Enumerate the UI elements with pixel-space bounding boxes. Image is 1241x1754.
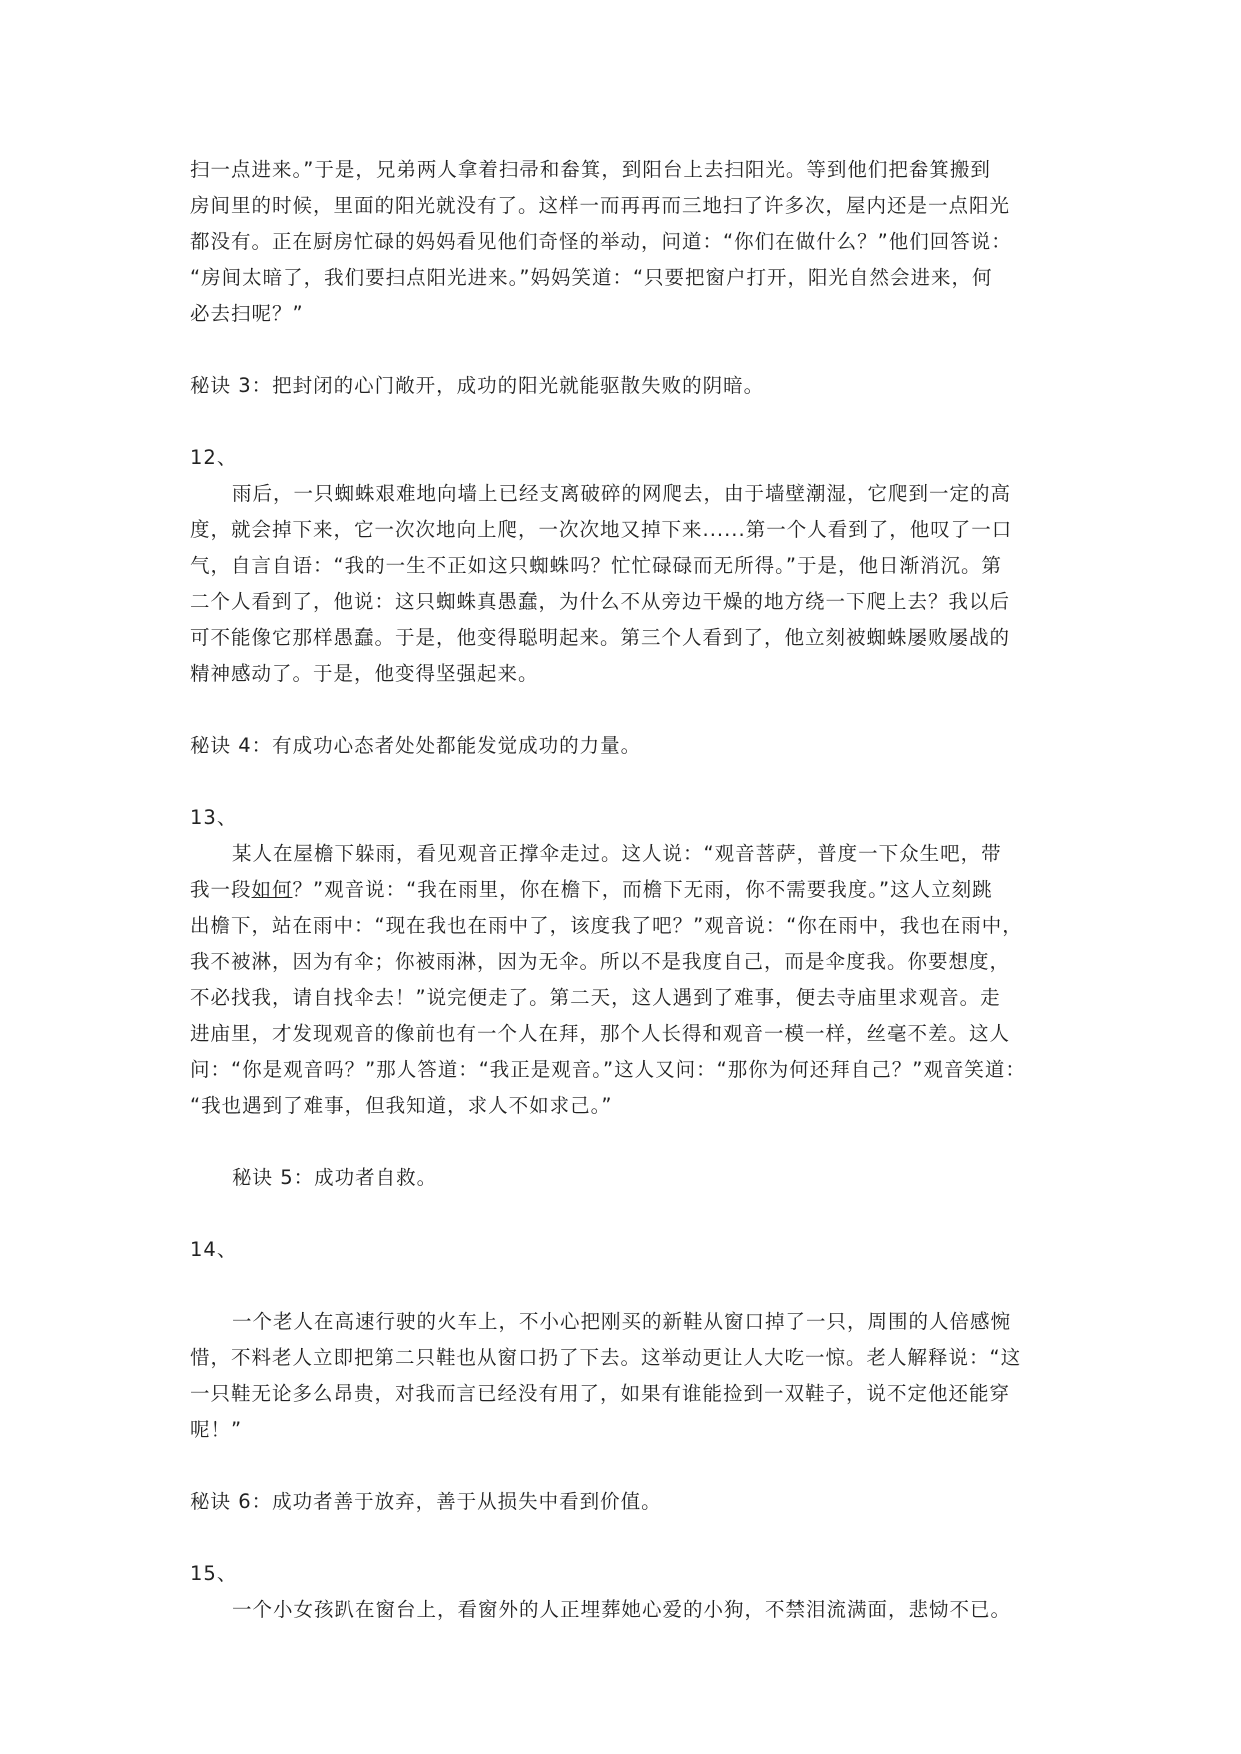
secret-6 xyxy=(190,1484,1060,1520)
text-line: 出檐下，站在雨中：“现在我也在雨中了，该度我了吧？”观音说：“你在雨中，我也在雨中， xyxy=(190,914,1023,937)
text-line: 我不被淋，因为有伞；你被雨淋，因为无伞。所以不是我度自己，而是伞度我。你要想度， xyxy=(190,950,1011,973)
section-number-12 xyxy=(190,440,1060,476)
text-line: 问：“你是观音吗？”那人答道：“我正是观音。”这人又问：“那你为何还拜自己？”观音笑道： xyxy=(190,1058,1026,1081)
underlined-text: 如何 xyxy=(251,878,293,901)
text-line: 度，就会掉下来，它一次次地向上爬，一次次地又掉下来......第一个人看到了，他叹了一口 xyxy=(190,518,1013,541)
text-fragment: 我一段 xyxy=(190,878,252,901)
text-line: “我也遇到了难事，但我知道，求人不如求己。” xyxy=(190,1094,613,1117)
document-page xyxy=(190,152,1060,1628)
secret-4 xyxy=(190,728,1060,764)
secret-3 xyxy=(190,368,1060,404)
secret-text: 秘诀 5：成功者自救。 xyxy=(232,1166,438,1189)
story-15 xyxy=(190,1592,1060,1628)
text-line: 雨后，一只蜘蛛艰难地向墙上已经支离破碎的网爬去，由于墙壁潮湿，它爬到一定的高 xyxy=(232,482,1012,505)
text-line: 气，自言自语：“我的一生不正如这只蜘蛛吗？忙忙碌碌而无所得。”于是，他日渐消沉。第 xyxy=(190,554,1002,577)
secret-text: 秘诀 4：有成功心态者处处都能发觉成功的力量。 xyxy=(190,734,642,757)
text-line: 一个老人在高速行驶的火车上，不小心把刚买的新鞋从窗口掉了一只，周围的人倍感惋 xyxy=(232,1310,1012,1333)
text-line: 呢！” xyxy=(190,1418,243,1441)
story-13 xyxy=(190,836,1060,1124)
section-number: 15、 xyxy=(190,1562,238,1585)
secret-text: 秘诀 6：成功者善于放弃，善于从损失中看到价值。 xyxy=(190,1490,662,1513)
text-line xyxy=(190,872,1060,908)
text-line: 可不能像它那样愚蠢。于是，他变得聪明起来。第三个人看到了，他立刻被蜘蛛屡败屡战的 xyxy=(190,626,1011,649)
section-number: 12、 xyxy=(190,446,238,469)
text-line: 都没有。正在厨房忙碌的妈妈看见他们奇怪的举动，问道：“你们在做什么？”他们回答说： xyxy=(190,230,1012,253)
section-number-14 xyxy=(190,1232,1060,1268)
text-line: 精神感动了。于是，他变得坚强起来。 xyxy=(190,662,539,685)
text-line: 二个人看到了，他说：这只蜘蛛真愚蠢，为什么不从旁边干燥的地方绕一下爬上去？我以后 xyxy=(190,590,1011,613)
text-line: 扫一点进来。”于是，兄弟两人拿着扫帚和畚箕，到阳台上去扫阳光。等到他们把畚箕搬到 xyxy=(190,158,991,181)
text-line: 惜，不料老人立即把第二只鞋也从窗口扔了下去。这举动更让人大吃一惊。老人解释说：“这 xyxy=(190,1346,1022,1369)
text-line: 进庙里，才发现观音的像前也有一个人在拜，那个人长得和观音一模一样，丝毫不差。这人 xyxy=(190,1022,1011,1045)
section-number: 14、 xyxy=(190,1238,238,1261)
secret-5 xyxy=(190,1160,1060,1196)
text-line: “房间太暗了，我们要扫点阳光进来。”妈妈笑道：“只要把窗户打开，阳光自然会进来，何 xyxy=(190,266,993,289)
story-14 xyxy=(190,1304,1060,1448)
story-12 xyxy=(190,476,1060,692)
text-line: 必去扫呢？” xyxy=(190,302,304,325)
text-line: 一个小女孩趴在窗台上，看窗外的人正埋葬她心爱的小狗，不禁泪流满面，悲恸不已。 xyxy=(232,1598,1012,1621)
text-line: 不必找我，请自找伞去！”说完便走了。第二天，这人遇到了难事，便去寺庙里求观音。走 xyxy=(190,986,1001,1009)
text-line: 某人在屋檐下躲雨，看见观音正撑伞走过。这人说：“观音菩萨，普度一下众生吧，带 xyxy=(232,842,1002,865)
secret-text: 秘诀 3：把封闭的心门敞开，成功的阳光就能驱散失败的阴暗。 xyxy=(190,374,765,397)
text-line: 房间里的时候，里面的阳光就没有了。这样一而再再而三地扫了许多次，屋内还是一点阳光 xyxy=(190,194,1011,217)
section-number-15 xyxy=(190,1556,1060,1592)
section-number-13 xyxy=(190,800,1060,836)
text-fragment: ？”观音说：“我在雨里，你在檐下，而檐下无雨，你不需要我度。”这人立刻跳 xyxy=(292,878,993,901)
section-number: 13、 xyxy=(190,806,238,829)
text-line: 一只鞋无论多么昂贵，对我而言已经没有用了，如果有谁能捡到一双鞋子，说不定他还能穿 xyxy=(190,1382,1011,1405)
story-11-tail xyxy=(190,152,1060,332)
